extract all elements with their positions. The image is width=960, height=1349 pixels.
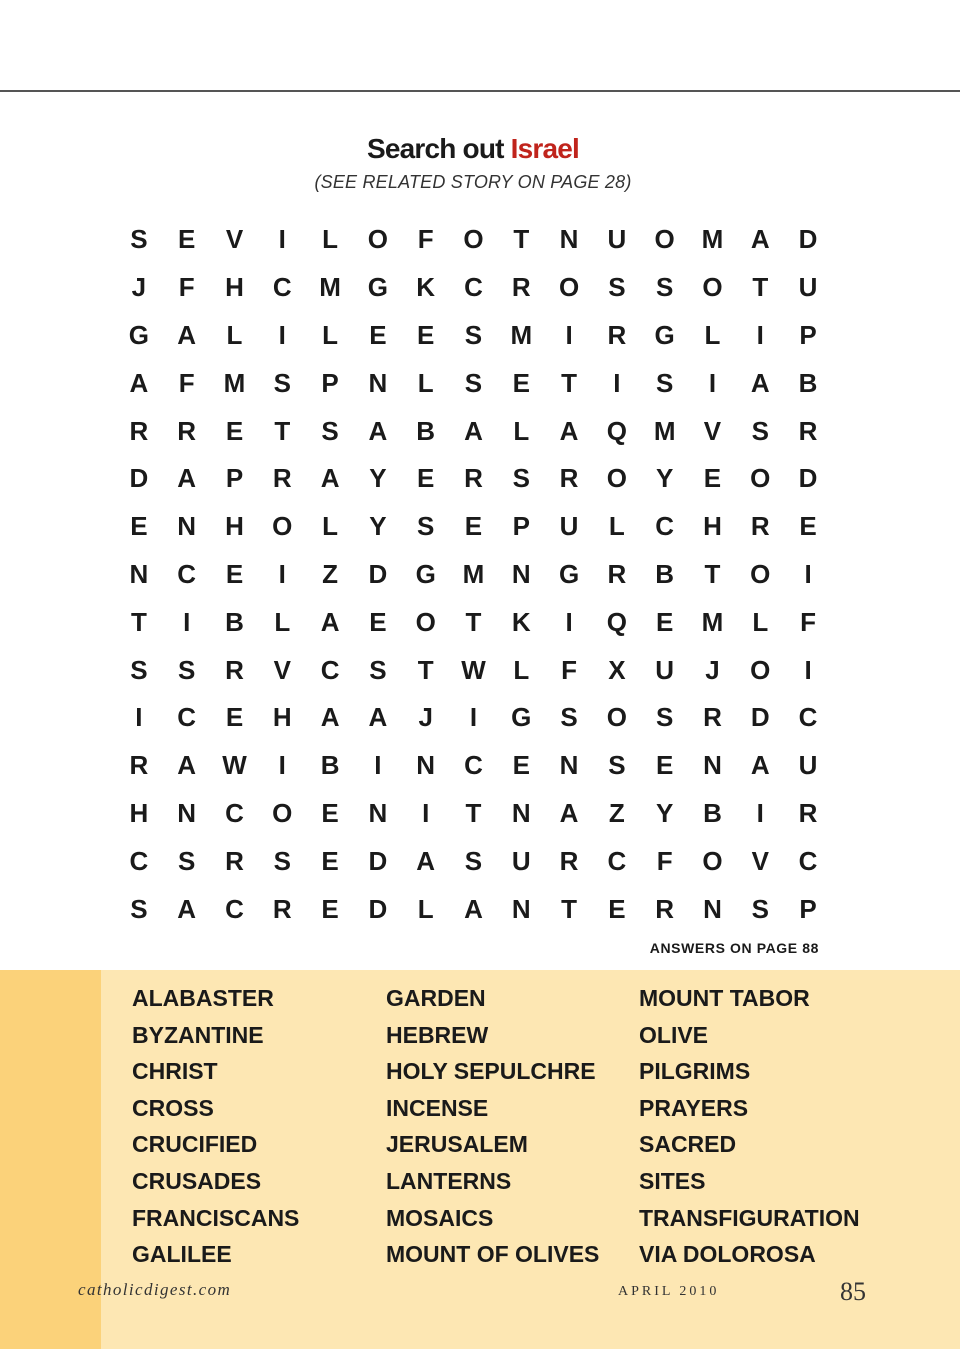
- grid-letter: E: [369, 319, 387, 350]
- grid-letter: N: [368, 367, 388, 398]
- grid-letter: E: [464, 511, 483, 542]
- grid-letter: O: [558, 272, 580, 303]
- grid-letter: N: [703, 893, 722, 924]
- grid-letter: O: [415, 606, 436, 637]
- grid-letter: I: [374, 750, 382, 781]
- grid-letter: B: [225, 606, 244, 637]
- top-rule: [0, 90, 960, 92]
- grid-letter: S: [655, 272, 674, 303]
- grid-letter: P: [225, 463, 244, 494]
- grid-letter: O: [654, 224, 675, 255]
- grid-letter: C: [607, 845, 627, 876]
- word-list-item: FRANCISCANS: [132, 1204, 300, 1231]
- word-list-item: MOSAICS: [386, 1204, 494, 1231]
- grid-letter: L: [322, 511, 339, 542]
- grid-letter: I: [183, 606, 191, 637]
- grid-letter: A: [750, 750, 770, 781]
- word-list-item: GARDEN: [386, 985, 486, 1011]
- grid-letter: R: [464, 463, 483, 494]
- grid-letter: C: [272, 272, 292, 303]
- grid-letter: H: [225, 511, 244, 542]
- grid-letter: A: [750, 367, 770, 398]
- grid-letter: A: [464, 415, 483, 446]
- grid-letter: R: [511, 272, 531, 303]
- grid-letter: D: [368, 893, 388, 924]
- grid-letter: F: [800, 606, 816, 637]
- grid-letter: I: [135, 702, 143, 733]
- grid-letter: I: [278, 750, 286, 781]
- grid-letter: C: [798, 845, 818, 876]
- grid-letter: C: [177, 558, 197, 589]
- grid-letter: N: [177, 511, 197, 542]
- grid-letter: A: [416, 845, 436, 876]
- grid-letter: E: [655, 606, 674, 637]
- grid-letter: L: [752, 606, 769, 637]
- grid-letter: S: [751, 893, 769, 924]
- grid-letter: O: [702, 845, 723, 876]
- grid-letter: E: [417, 319, 435, 350]
- grid-letter: Q: [606, 606, 627, 637]
- grid-letter: S: [464, 367, 483, 398]
- grid-letter: L: [417, 893, 434, 924]
- word-list-item: LANTERNS: [386, 1167, 512, 1194]
- grid-letter: I: [469, 702, 478, 733]
- grid-letter: N: [511, 797, 531, 828]
- grid-letter: O: [750, 463, 771, 494]
- grid-letter: G: [511, 702, 532, 733]
- grid-letter: E: [369, 606, 387, 637]
- grid-letter: E: [225, 558, 244, 589]
- word-list-item: SITES: [639, 1167, 706, 1194]
- grid-letter: J: [418, 702, 433, 733]
- grid-letter: O: [750, 654, 771, 685]
- grid-letter: N: [511, 893, 531, 924]
- grid-letter: R: [607, 319, 627, 350]
- grid-letter: A: [368, 702, 388, 733]
- grid-letter: O: [750, 558, 771, 589]
- grid-letter: C: [225, 893, 244, 924]
- grid-letter: N: [703, 750, 722, 781]
- grid-letter: C: [320, 654, 340, 685]
- grid-letter: O: [463, 224, 484, 255]
- grid-letter: U: [655, 654, 675, 685]
- grid-letter: D: [798, 463, 818, 494]
- grid-letter: O: [606, 463, 627, 494]
- grid-letter: D: [368, 845, 388, 876]
- grid-letter: R: [272, 893, 292, 924]
- grid-letter: K: [416, 272, 436, 303]
- grid-letter: D: [129, 463, 149, 494]
- grid-letter: O: [702, 272, 723, 303]
- grid-letter: L: [322, 224, 339, 255]
- grid-letter: I: [278, 319, 286, 350]
- grid-letter: I: [804, 654, 812, 685]
- grid-letter: R: [655, 893, 675, 924]
- grid-letter: R: [703, 702, 722, 733]
- grid-letter: F: [178, 272, 195, 303]
- grid-letter: M: [701, 606, 724, 637]
- grid-letter: A: [177, 750, 197, 781]
- grid-letter: I: [756, 319, 764, 350]
- grid-letter: S: [369, 654, 387, 685]
- grid-letter: P: [512, 511, 530, 542]
- word-list-item: HOLY SEPULCHRE: [386, 1058, 596, 1085]
- grid-letter: E: [321, 797, 339, 828]
- grid-letter: G: [128, 319, 150, 350]
- grid-letter: S: [560, 702, 578, 733]
- grid-letter: S: [464, 845, 483, 876]
- word-list-item: CRUCIFIED: [132, 1131, 258, 1158]
- grid-letter: I: [278, 558, 286, 589]
- word-list-column-2: [386, 980, 646, 1273]
- grid-letter: T: [465, 797, 482, 828]
- grid-letter: U: [798, 272, 818, 303]
- grid-letter: L: [608, 511, 625, 542]
- grid-letter: F: [561, 654, 578, 685]
- word-list-item: INCENSE: [386, 1094, 489, 1121]
- grid-letter: L: [322, 319, 339, 350]
- grid-letter: N: [511, 558, 531, 589]
- grid-letter: U: [798, 750, 818, 781]
- grid-letter: L: [417, 367, 434, 398]
- word-list-item: CRUSADES: [132, 1167, 262, 1194]
- grid-letter: M: [223, 367, 246, 398]
- grid-letter: S: [751, 415, 769, 446]
- grid-letter: R: [225, 654, 244, 685]
- grid-letter: U: [559, 511, 579, 542]
- grid-letter: E: [512, 750, 530, 781]
- grid-letter: I: [756, 797, 764, 828]
- grid-letter: A: [320, 606, 340, 637]
- grid-letter: I: [613, 367, 621, 398]
- grid-letter: N: [368, 797, 388, 828]
- grid-letter: V: [703, 415, 722, 446]
- grid-letter: Y: [655, 797, 674, 828]
- word-list-item: CROSS: [132, 1094, 214, 1121]
- grid-letter: R: [177, 415, 197, 446]
- grid-letter: S: [321, 415, 339, 446]
- grid-letter: E: [321, 845, 339, 876]
- grid-letter: G: [415, 558, 436, 589]
- grid-letter: M: [319, 272, 341, 303]
- grid-letter: E: [417, 463, 435, 494]
- grid-letter: R: [129, 415, 149, 446]
- grid-letter: N: [129, 558, 149, 589]
- grid-letter: I: [422, 797, 430, 828]
- grid-letter: T: [752, 272, 769, 303]
- grid-letter: B: [798, 367, 818, 398]
- grid-letter: L: [226, 319, 243, 350]
- grid-letter: I: [278, 224, 286, 255]
- grid-letter: E: [178, 224, 196, 255]
- grid-letter: U: [511, 845, 531, 876]
- grid-letter: S: [512, 463, 530, 494]
- grid-letter: R: [607, 558, 627, 589]
- grid-letter: N: [177, 797, 197, 828]
- grid-letter: S: [273, 845, 291, 876]
- grid-letter: A: [177, 319, 197, 350]
- grid-letter: R: [225, 845, 244, 876]
- grid-letter: R: [750, 511, 770, 542]
- word-list-item: BYZANTINE: [132, 1021, 264, 1048]
- grid-letter: H: [225, 272, 244, 303]
- grid-letter: H: [129, 797, 149, 828]
- grid-letter: O: [367, 224, 388, 255]
- grid-letter: O: [606, 702, 627, 733]
- footer-date: APRIL 2010: [618, 1284, 720, 1299]
- grid-letter: C: [464, 750, 483, 781]
- grid-letter: N: [559, 224, 579, 255]
- word-list-item: PRAYERS: [639, 1094, 749, 1121]
- grid-letter: A: [368, 415, 388, 446]
- grid-letter: E: [225, 702, 244, 733]
- grid-letter: S: [178, 845, 196, 876]
- grid-letter: V: [751, 845, 769, 876]
- grid-letter: E: [608, 893, 626, 924]
- grid-letter: G: [558, 558, 580, 589]
- grid-letter: F: [656, 845, 673, 876]
- grid-letter: R: [129, 750, 149, 781]
- grid-letter: T: [465, 606, 482, 637]
- grid-letter: A: [129, 367, 149, 398]
- title-prefix: Search out: [366, 133, 504, 164]
- grid-letter: T: [704, 558, 721, 589]
- puzzle-subtitle: (SEE RELATED STORY ON PAGE 28): [314, 172, 632, 192]
- word-list-item: VIA DOLOROSA: [639, 1241, 816, 1268]
- grid-letter: Y: [655, 463, 674, 494]
- grid-letter: D: [798, 224, 818, 255]
- grid-letter: Z: [608, 797, 625, 828]
- grid-letter: T: [274, 415, 291, 446]
- grid-letter: V: [273, 654, 291, 685]
- grid-letter: Z: [322, 558, 339, 589]
- word-list-item: HEBREW: [386, 1021, 489, 1048]
- grid-letter: R: [559, 845, 579, 876]
- grid-letter: M: [701, 224, 724, 255]
- grid-letter: I: [565, 606, 573, 637]
- grid-letter: E: [655, 750, 674, 781]
- grid-letter: J: [131, 272, 147, 303]
- grid-letter: A: [177, 893, 197, 924]
- grid-letter: I: [565, 319, 573, 350]
- grid-letter: K: [511, 606, 531, 637]
- puzzle-title: [0, 133, 946, 165]
- grid-letter: O: [272, 797, 293, 828]
- grid-letter: I: [708, 367, 717, 398]
- grid-letter: C: [177, 702, 197, 733]
- grid-letter: E: [321, 893, 339, 924]
- grid-letter: E: [512, 367, 530, 398]
- grid-letter: F: [417, 224, 434, 255]
- grid-letter: U: [607, 224, 627, 255]
- grid-letter: B: [703, 797, 722, 828]
- grid-letter: A: [750, 224, 770, 255]
- grid-letter: I: [804, 558, 812, 589]
- grid-letter: W: [222, 750, 247, 781]
- grid-letter: C: [655, 511, 675, 542]
- word-list-item: TRANSFIGURATION: [639, 1204, 860, 1231]
- grid-letter: W: [461, 654, 486, 685]
- grid-letter: L: [274, 606, 291, 637]
- grid-letter: E: [703, 463, 722, 494]
- title-accent: Israel: [510, 133, 580, 164]
- grid-letter: C: [798, 702, 818, 733]
- word-list-item: SACRED: [639, 1131, 737, 1158]
- grid-letter: S: [417, 511, 435, 542]
- grid-letter: R: [798, 415, 818, 446]
- grid-letter: T: [513, 224, 530, 255]
- grid-letter: D: [368, 558, 388, 589]
- word-list-item: ALABASTER: [132, 985, 274, 1011]
- word-list-item: MOUNT OF OLIVES: [386, 1241, 600, 1268]
- grid-letter: P: [799, 319, 817, 350]
- grid-letter: V: [225, 224, 244, 255]
- grid-letter: A: [559, 415, 579, 446]
- grid-letter: S: [178, 654, 196, 685]
- grid-letter: T: [130, 606, 147, 637]
- grid-letter: S: [608, 272, 626, 303]
- grid-letter: J: [705, 654, 720, 685]
- grid-letter: X: [608, 654, 626, 685]
- grid-letter: L: [513, 415, 530, 446]
- answers-note: ANSWERS ON PAGE 88: [649, 940, 819, 956]
- grid-letter: P: [799, 893, 817, 924]
- grid-letter: G: [367, 272, 388, 303]
- grid-letter: H: [272, 702, 292, 733]
- grid-letter: A: [559, 797, 579, 828]
- grid-letter: S: [273, 367, 291, 398]
- word-list-item: CHRIST: [132, 1058, 218, 1085]
- grid-letter: E: [799, 511, 817, 542]
- grid-letter: T: [417, 654, 434, 685]
- grid-letter: N: [559, 750, 579, 781]
- grid-letter: F: [178, 367, 195, 398]
- grid-letter: A: [320, 463, 340, 494]
- grid-letter: A: [177, 463, 197, 494]
- grid-letter: S: [608, 750, 626, 781]
- word-list-item: JERUSALEM: [386, 1131, 528, 1158]
- grid-letter: H: [703, 511, 722, 542]
- grid-letter: S: [464, 319, 483, 350]
- grid-letter: C: [464, 272, 483, 303]
- grid-letter: S: [655, 702, 674, 733]
- footer-site: catholicdigest.com: [78, 1280, 232, 1299]
- grid-letter: P: [321, 367, 339, 398]
- word-list-item: GALILEE: [132, 1241, 232, 1268]
- grid-letter: G: [654, 319, 675, 350]
- grid-letter: S: [130, 654, 148, 685]
- grid-letter: R: [272, 463, 292, 494]
- grid-letter: N: [416, 750, 436, 781]
- word-list-column-1: [132, 980, 392, 1273]
- grid-letter: A: [464, 893, 483, 924]
- grid-letter: C: [129, 845, 149, 876]
- grid-letter: R: [798, 797, 818, 828]
- page-number: 85: [840, 1277, 866, 1306]
- word-list-column-3: [639, 980, 899, 1273]
- word-list-item: MOUNT TABOR: [639, 985, 810, 1011]
- grid-letter: T: [561, 367, 578, 398]
- grid-letter: S: [655, 367, 674, 398]
- grid-letter: M: [653, 415, 676, 446]
- grid-letter: M: [462, 558, 485, 589]
- grid-letter: B: [320, 750, 340, 781]
- grid-letter: E: [130, 511, 148, 542]
- grid-letter: M: [510, 319, 533, 350]
- grid-letter: T: [561, 893, 578, 924]
- grid-letter: Q: [606, 415, 627, 446]
- word-list-item: OLIVE: [639, 1021, 709, 1048]
- grid-letter: D: [750, 702, 770, 733]
- word-list-item: PILGRIMS: [639, 1058, 751, 1085]
- grid-letter: L: [704, 319, 721, 350]
- grid-letter: O: [272, 511, 293, 542]
- grid-letter: B: [655, 558, 675, 589]
- letter-grid: [115, 216, 832, 933]
- grid-letter: A: [320, 702, 340, 733]
- grid-letter: R: [559, 463, 579, 494]
- grid-letter: B: [416, 415, 436, 446]
- grid-letter: E: [225, 415, 244, 446]
- grid-letter: S: [130, 893, 148, 924]
- grid-letter: C: [225, 797, 244, 828]
- grid-letter: Y: [369, 463, 387, 494]
- grid-letter: Y: [369, 511, 387, 542]
- grid-letter: S: [130, 224, 148, 255]
- grid-letter: L: [513, 654, 530, 685]
